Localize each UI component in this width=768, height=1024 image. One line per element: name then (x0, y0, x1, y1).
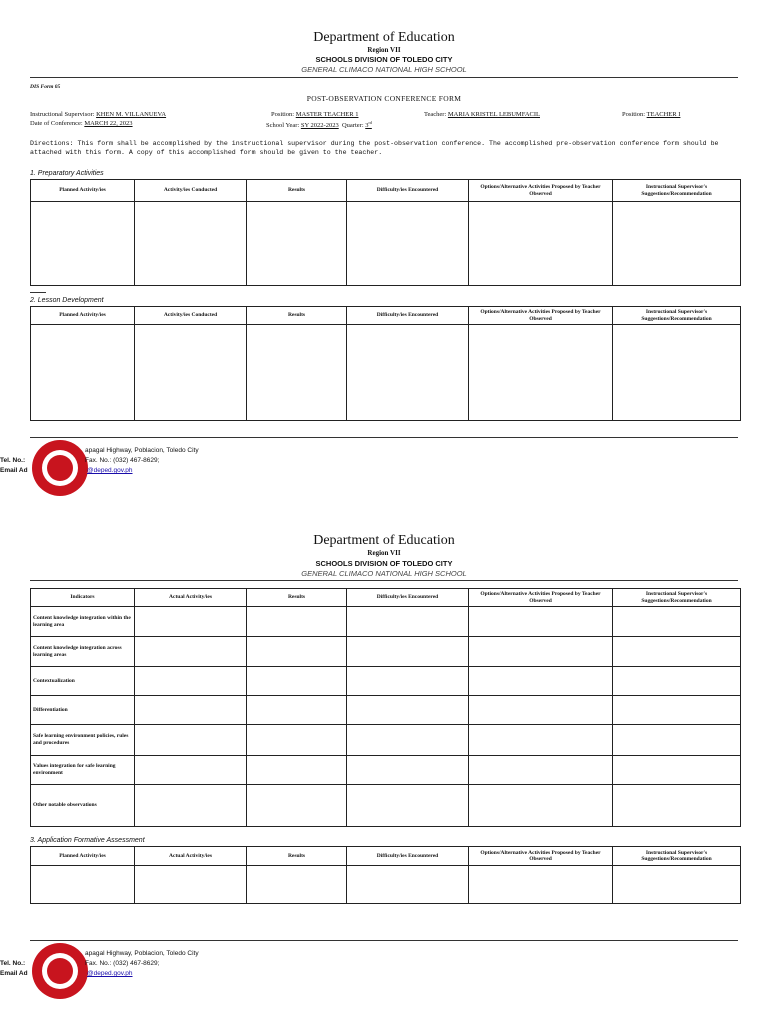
position-label: Position: (622, 111, 646, 118)
table-cell[interactable] (613, 696, 741, 725)
table-cell[interactable] (247, 637, 347, 667)
table-cell[interactable] (347, 637, 469, 667)
footer-email-link[interactable]: @deped.gov.ph (87, 970, 133, 977)
table-cell[interactable] (135, 696, 247, 725)
table-cell[interactable] (469, 667, 613, 696)
table-cell[interactable] (469, 696, 613, 725)
table-cell[interactable] (347, 607, 469, 637)
footer-email-link[interactable]: @deped.gov.ph (87, 467, 133, 474)
col-conducted: Activity/ies Conducted (135, 307, 247, 325)
footer-fax: Fax. No.: (032) 467-8629; (85, 457, 160, 464)
position-label: Position: (271, 111, 295, 118)
date-line (30, 120, 133, 127)
application-table (30, 846, 741, 904)
table-cell[interactable] (247, 866, 347, 904)
dept-title: Department of Education (313, 30, 455, 45)
col-planned: Planned Activity/ies (31, 307, 135, 325)
col-difficulty: Difficulty/ies Encountered (347, 847, 469, 866)
col-results: Results (247, 307, 347, 325)
footer-rule (30, 940, 738, 941)
table-cell[interactable] (469, 785, 613, 827)
table-cell[interactable] (347, 756, 469, 785)
section-preparatory: 1. Preparatory Activities (30, 170, 104, 177)
col-conducted: Activity/ies Conducted (135, 180, 247, 202)
footer-tel-label: Tel. No.: (0, 457, 26, 464)
table-cell[interactable] (613, 725, 741, 756)
col-options: Options/Alternative Activities Proposed by Teacher Observed (469, 180, 613, 202)
indicator-label: Values integration for safe learning environment (31, 756, 135, 785)
region-label: Region VII (367, 46, 401, 54)
footer-rule (30, 437, 738, 438)
quarter-value: 3rd (365, 120, 372, 130)
table-cell[interactable] (613, 866, 741, 904)
teacher-label: Teacher: (424, 111, 447, 118)
table-cell[interactable] (347, 866, 469, 904)
footer-address: apagal Highway, Poblacion, Toledo City (85, 950, 199, 957)
indicator-label: Safe learning environment policies, rules and procedures (31, 725, 135, 756)
table-cell[interactable] (247, 607, 347, 637)
table-cell[interactable] (135, 667, 247, 696)
table-cell[interactable] (247, 785, 347, 827)
table-cell[interactable] (135, 637, 247, 667)
lesson-development-table (30, 306, 741, 421)
table-cell[interactable] (613, 325, 741, 421)
section-application: 3. Application Formative Assessment (30, 837, 145, 844)
table-cell[interactable] (247, 756, 347, 785)
col-suggestions: Instructional Supervisor's Suggestions/Recommendation (613, 589, 741, 607)
supervisor-value: KHEN M. VILLANUEVA (96, 111, 167, 118)
col-indicators: Indicators (31, 589, 135, 607)
col-actual: Actual Activity/ies (135, 589, 247, 607)
footer-email-label: Email Ad (0, 970, 28, 977)
school-year-label: School Year: (266, 122, 300, 130)
table-cell[interactable] (135, 866, 247, 904)
table-cell[interactable] (135, 725, 247, 756)
teacher-value: MARIA KRISTEL LEBUMFACIL (447, 111, 540, 118)
supervisor-position-line (271, 111, 358, 118)
table-cell[interactable] (613, 607, 741, 637)
supervisor-position: MASTER TEACHER 1 (295, 111, 359, 118)
table-cell[interactable] (247, 667, 347, 696)
table-cell[interactable] (613, 785, 741, 827)
division-label: SCHOOLS DIVISION OF TOLEDO CITY (315, 55, 453, 64)
table-cell[interactable] (135, 202, 247, 286)
division-label: SCHOOLS DIVISION OF TOLEDO CITY (315, 559, 453, 568)
indicator-label: Differentiation (31, 696, 135, 725)
table-cell[interactable] (347, 696, 469, 725)
indicator-label: Other notable observations (31, 785, 135, 827)
table-cell[interactable] (135, 607, 247, 637)
section-lesson-development: 2. Lesson Development (30, 297, 104, 304)
col-actual: Actual Activity/ies (135, 847, 247, 866)
school-year-line (266, 120, 372, 129)
teacher-line (424, 111, 540, 118)
table-cell[interactable] (613, 756, 741, 785)
footer-fax: Fax. No.: (032) 467-8629; (85, 960, 160, 967)
form-code: DIS Form 05 (30, 84, 61, 90)
col-results: Results (247, 180, 347, 202)
table-cell[interactable] (247, 202, 347, 286)
table-cell[interactable] (469, 725, 613, 756)
school-label: GENERAL CLIMACO NATIONAL HIGH SCHOOL (301, 569, 467, 578)
col-suggestions: Instructional Supervisor's Suggestions/Recommendation (613, 180, 741, 202)
table-cell[interactable] (135, 785, 247, 827)
table-cell[interactable] (31, 202, 135, 286)
quarter-label: Quarter: (341, 122, 364, 130)
indicator-label: Content knowledge integration within the learning area (31, 607, 135, 637)
header-rule (30, 77, 738, 78)
supervisor-label: Instructional Supervisor: (30, 111, 95, 118)
footer-email-label: Email Ad (0, 467, 28, 474)
header-rule (30, 580, 738, 581)
deped-seal-logo (32, 440, 88, 496)
table-cell[interactable] (347, 725, 469, 756)
table-cell[interactable] (247, 325, 347, 421)
footer-address: apagal Highway, Poblacion, Toledo City (85, 447, 199, 454)
table-cell[interactable] (613, 202, 741, 286)
table-cell[interactable] (469, 325, 613, 421)
teacher-position-line (622, 111, 680, 118)
school-label: GENERAL CLIMACO NATIONAL HIGH SCHOOL (301, 65, 467, 74)
col-results: Results (247, 847, 347, 866)
col-options: Options/Alternative Activities Proposed by Teacher Observed (469, 589, 613, 607)
table-cell[interactable] (347, 325, 469, 421)
directions-text: Directions: This form shall be accomplished by the instructional supervisor during the post-observation conference. The accomplished pre-observation conference form should be attached with this form. A copy of this accomplished form should be given to the teacher. (30, 140, 719, 156)
deped-seal-logo (32, 943, 88, 999)
col-difficulty: Difficulty/ies Encountered (347, 307, 469, 325)
dept-title: Department of Education (313, 533, 455, 548)
col-options: Options/Alternative Activities Proposed by Teacher Observed (469, 307, 613, 325)
indicators-table (30, 588, 741, 827)
teacher-position: TEACHER I (646, 111, 681, 118)
col-planned: Planned Activity/ies (31, 847, 135, 866)
date-label: Date of Conference: (30, 120, 83, 127)
school-year-value: SY 2022-2023 (300, 122, 339, 130)
table-cell[interactable] (135, 325, 247, 421)
table-cell[interactable] (347, 202, 469, 286)
region-label: Region VII (367, 549, 401, 557)
table-cell[interactable] (613, 637, 741, 667)
footer-tel-label: Tel. No.: (0, 960, 26, 967)
table-cell[interactable] (135, 756, 247, 785)
preparatory-table (30, 179, 741, 286)
table-cell[interactable] (469, 866, 613, 904)
col-difficulty: Difficulty/ies Encountered (347, 589, 469, 607)
date-value: MARCH 22, 2023 (84, 120, 133, 127)
table-cell[interactable] (247, 725, 347, 756)
col-planned: Planned Activity/ies (31, 180, 135, 202)
table-cell[interactable] (469, 607, 613, 637)
col-difficulty: Difficulty/ies Encountered (347, 180, 469, 202)
col-suggestions: Instructional Supervisor's Suggestions/Recommendation (613, 307, 741, 325)
indicator-label: Contextualization (31, 667, 135, 696)
table-cell[interactable] (469, 637, 613, 667)
col-results: Results (247, 589, 347, 607)
table-cell[interactable] (31, 866, 135, 904)
table-cell[interactable] (469, 202, 613, 286)
indicator-label: Content knowledge integration across learning areas (31, 637, 135, 667)
table-cell[interactable] (347, 667, 469, 696)
table-cell[interactable] (247, 696, 347, 725)
section-divider (30, 292, 46, 293)
form-title: POST-OBSERVATION CONFERENCE FORM (306, 94, 462, 103)
col-options: Options/Alternative Activities Proposed by Teacher Observed (469, 847, 613, 866)
supervisor-line (30, 111, 166, 118)
table-cell[interactable] (613, 667, 741, 696)
col-suggestions: Instructional Supervisor's Suggestions/Recommendation (613, 847, 741, 866)
table-cell[interactable] (31, 325, 135, 421)
table-cell[interactable] (469, 756, 613, 785)
table-cell[interactable] (347, 785, 469, 827)
